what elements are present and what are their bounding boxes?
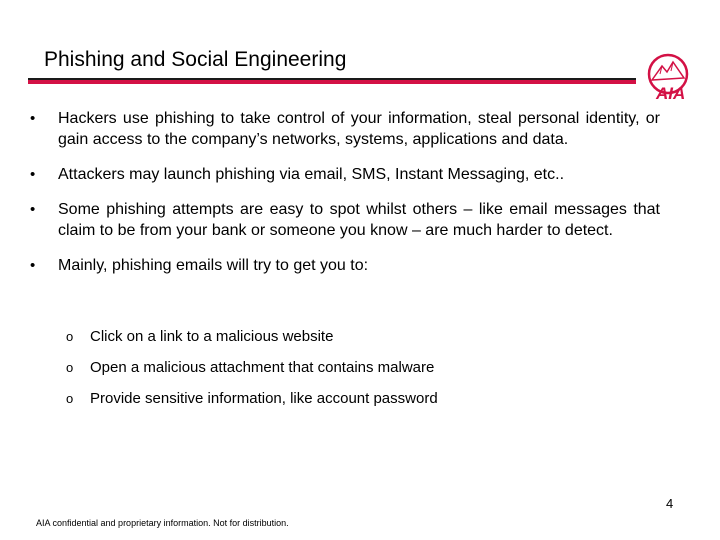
confidentiality-footer: AIA confidential and proprietary information. Not for distribution.: [36, 518, 289, 528]
sub-bullet-text: Click on a link to a malicious website: [90, 328, 334, 345]
bullet-item: [28, 164, 660, 185]
bullet-text: Hackers use phishing to take control of your information, steal personal identity, or gain access to the company’s networks, systems, applications and data.: [58, 110, 660, 148]
bullet-list: [28, 108, 660, 290]
sub-bullet-text: Provide sensitive information, like account password: [90, 390, 438, 407]
page-number: 4: [666, 496, 674, 511]
bullet-dot: •: [30, 166, 36, 183]
bullet-dot: •: [30, 257, 36, 274]
bullet-dot: •: [30, 201, 36, 218]
title-underline: [28, 78, 636, 84]
sub-bullet-item: [66, 389, 438, 420]
bullet-dot: •: [30, 110, 36, 127]
sub-bullet-item: [66, 327, 438, 358]
bullet-item: [28, 199, 660, 241]
sub-bullet-marker: o: [66, 391, 74, 406]
slide-title: Phishing and Social Engineering: [44, 48, 347, 71]
bullet-item: [28, 108, 660, 150]
bullet-text: Attackers may launch phishing via email, SMS, Instant Messaging, etc..: [58, 166, 565, 183]
aia-logo-icon: [640, 52, 700, 104]
sub-bullet-marker: o: [66, 329, 74, 344]
sub-bullet-list: [66, 327, 438, 420]
sub-bullet-marker: o: [66, 360, 74, 375]
svg-text:AIA: AIA: [656, 84, 686, 103]
bullet-item: [28, 255, 660, 276]
sub-bullet-text: Open a malicious attachment that contains malware: [90, 359, 435, 376]
bullet-text: Mainly, phishing emails will try to get you to:: [58, 257, 369, 274]
bullet-text: Some phishing attempts are easy to spot whilst others – like email messages that claim to be from your bank or someone you know – are much harder to detect.: [58, 201, 660, 239]
sub-bullet-item: [66, 358, 438, 389]
